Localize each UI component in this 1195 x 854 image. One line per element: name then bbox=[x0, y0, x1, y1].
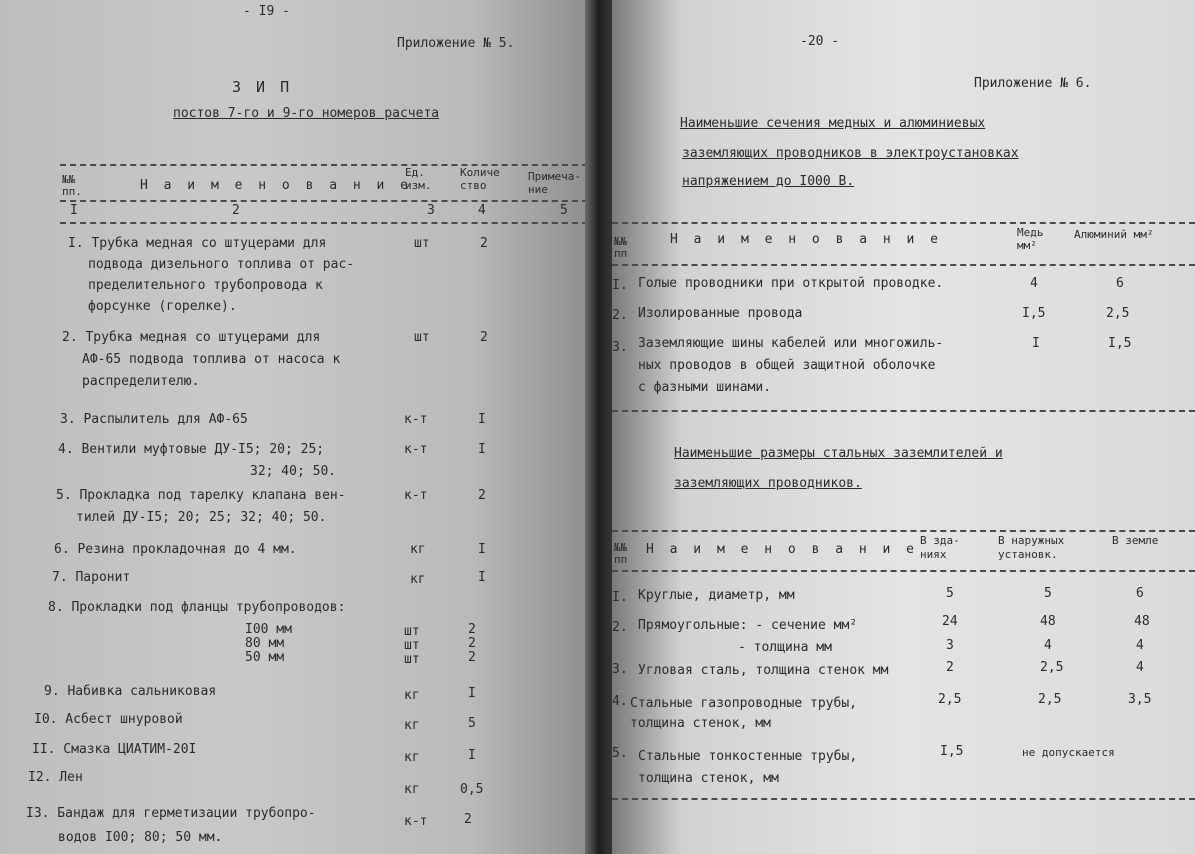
gasket-qty: 2 bbox=[468, 636, 476, 651]
col-number: 4 bbox=[478, 203, 486, 218]
row-unit: кг bbox=[404, 782, 420, 797]
t2-header-name: Н а и м е н о в а н и е bbox=[646, 542, 919, 557]
section-title-line: Наименьшие сечения медных и алюминиевых bbox=[680, 116, 986, 131]
page-number: -20 - bbox=[800, 34, 840, 49]
table1-top-rule bbox=[612, 222, 1195, 224]
t2-row-b: 48 bbox=[1040, 614, 1056, 629]
col-header-unit: Ед. изм. bbox=[405, 166, 432, 192]
row-unit: к-т bbox=[404, 814, 428, 829]
page-title: З И П bbox=[232, 78, 293, 96]
table1-header-rule bbox=[612, 264, 1195, 266]
t2-row-b: 5 bbox=[1044, 586, 1052, 601]
appendix-label: Приложение № 5. bbox=[397, 36, 515, 51]
left-page bbox=[0, 0, 588, 854]
row-unit: кг bbox=[404, 688, 420, 703]
t1-row-num: I. bbox=[612, 278, 628, 293]
book-gutter bbox=[585, 0, 615, 854]
t1-row-num: 3. bbox=[612, 340, 628, 355]
gasket-qty: 2 bbox=[468, 650, 476, 665]
row-qty: 2 bbox=[478, 488, 486, 503]
gasket-unit: шт bbox=[404, 638, 420, 653]
t2-header-outdoor: В наружных установк. bbox=[998, 534, 1065, 561]
row-unit: шт bbox=[414, 236, 430, 251]
t2-row-a: 5 bbox=[946, 586, 954, 601]
section-title-line: заземляющих проводников. bbox=[674, 476, 862, 491]
row-qty: 5 bbox=[468, 716, 476, 731]
col-number: 3 bbox=[427, 203, 435, 218]
t1-row-aluminum: 6 bbox=[1116, 276, 1124, 291]
t2-row-c: 48 bbox=[1134, 614, 1150, 629]
t2-row-name: Угловая сталь, толщина стенок мм bbox=[638, 663, 889, 678]
appendix-label: Приложение № 6. bbox=[974, 76, 1092, 91]
t1-row-text: ных проводов в общей защитной оболочке bbox=[638, 358, 936, 373]
gasket-size: 80 мм bbox=[245, 636, 285, 651]
row-qty: I bbox=[468, 748, 476, 763]
t2-header-num: №№ пп bbox=[614, 541, 628, 566]
t2-header-ground: В земле bbox=[1112, 534, 1159, 547]
t1-row-num: 2. bbox=[612, 308, 628, 323]
row-text: 7. Паронит bbox=[52, 570, 131, 585]
table2-header-rule bbox=[612, 570, 1195, 572]
t2-row-c: 4 bbox=[1136, 638, 1144, 653]
t2-row-b: 2,5 bbox=[1040, 660, 1064, 675]
section-title-line: Наименьшие размеры стальных заземлителей и bbox=[674, 446, 1003, 461]
row-text: АФ-65 подвода топлива от насоса к bbox=[82, 352, 341, 367]
page-subtitle: постов 7-го и 9-го номеров расчета bbox=[173, 106, 440, 121]
col-number: 2 bbox=[232, 203, 240, 218]
row-unit: кг bbox=[404, 750, 420, 765]
t2-row-name: Круглые, диаметр, мм bbox=[638, 588, 795, 603]
t1-row-copper: I bbox=[1032, 336, 1040, 351]
row-text: 8. Прокладки под фланцы трубопроводов: bbox=[48, 600, 346, 615]
col-header-note: Примеча- ние bbox=[528, 170, 581, 196]
row-text: тилей ДУ-I5; 20; 25; 32; 40; 50. bbox=[76, 510, 327, 525]
row-text: 3. Распылитель для АФ-65 bbox=[60, 412, 248, 427]
t2-row-num: 5. bbox=[612, 746, 628, 761]
t2-header-indoor: В зда- ниях bbox=[920, 534, 960, 561]
t1-row-text: с фазными шинами. bbox=[638, 380, 772, 395]
row-qty: I bbox=[468, 686, 476, 701]
row-unit: к-т bbox=[404, 488, 428, 503]
t1-header-name: Н а и м е н о в а н и е bbox=[670, 232, 943, 247]
table1-bottom-rule bbox=[612, 410, 1195, 412]
gasket-unit: шт bbox=[404, 652, 420, 667]
row-qty: 2 bbox=[480, 330, 488, 345]
col-number: 5 bbox=[560, 203, 568, 218]
t2-row-num: 2. bbox=[612, 620, 628, 635]
t2-row-a: I,5 bbox=[940, 744, 964, 759]
row-text: I. Трубка медная со штуцерами для bbox=[68, 236, 327, 251]
row-qty: 2 bbox=[464, 812, 472, 827]
page-number: - I9 - bbox=[243, 4, 290, 19]
t2-row-b: не допускается bbox=[1022, 746, 1115, 759]
row-unit: кг bbox=[410, 572, 426, 587]
row-text: 32; 40; 50. bbox=[250, 464, 337, 479]
t1-header-num: №№ пп bbox=[614, 235, 628, 260]
t1-row-copper: I,5 bbox=[1022, 306, 1046, 321]
t1-header-aluminum: Алюминий мм² bbox=[1074, 228, 1154, 241]
t2-row-num: 4. bbox=[612, 694, 628, 709]
section-title-line: напряжением до I000 В. bbox=[682, 174, 855, 189]
row-text: I3. Бандаж для герметизации трубопро- bbox=[26, 806, 316, 821]
row-text: II. Смазка ЦИАТИМ-20I bbox=[32, 742, 197, 757]
header-mid-rule bbox=[60, 200, 588, 202]
t2-row-c: 6 bbox=[1136, 586, 1144, 601]
table2-top-rule bbox=[612, 530, 1195, 532]
t2-row-num: I. bbox=[612, 590, 628, 605]
t2-row-b: 4 bbox=[1044, 638, 1052, 653]
row-text: 4. Вентили муфтовые ДУ-I5; 20; 25; bbox=[58, 442, 325, 457]
row-unit: к-т bbox=[404, 412, 428, 427]
t2-row-a: 24 bbox=[942, 614, 958, 629]
row-text: подвода дизельного топлива от рас- bbox=[88, 257, 355, 272]
row-text: распределителю. bbox=[82, 374, 200, 389]
t2-row-name: Стальные тонкостенные трубы, толщина стенок, мм bbox=[638, 749, 858, 786]
t2-row-a: 2 bbox=[946, 660, 954, 675]
t2-row-a: 3 bbox=[946, 638, 954, 653]
row-text: I2. Лен bbox=[28, 770, 83, 785]
row-text: 5. Прокладка под тарелку клапана вен- bbox=[56, 488, 346, 503]
t2-row-b: 2,5 bbox=[1038, 692, 1062, 707]
row-unit: шт bbox=[414, 330, 430, 345]
header-bottom-rule bbox=[60, 222, 588, 224]
row-unit: к-т bbox=[404, 442, 428, 457]
col-header-name: Н а и м е н о в а н и е bbox=[140, 178, 413, 193]
t2-row-c: 4 bbox=[1136, 660, 1144, 675]
t2-row-name: Прямоугольные: - сечение мм² bbox=[638, 618, 858, 633]
row-qty: 2 bbox=[480, 236, 488, 251]
t1-header-copper: Медь мм² bbox=[1017, 226, 1044, 252]
t1-row-text: Голые проводники при открытой проводке. bbox=[638, 276, 944, 291]
row-qty: I bbox=[478, 412, 486, 427]
t2-row-a: 2,5 bbox=[938, 692, 962, 707]
t1-row-copper: 4 bbox=[1030, 276, 1038, 291]
row-qty: I bbox=[478, 570, 486, 585]
row-text: форсунке (горелке). bbox=[88, 299, 237, 314]
row-text: 6. Резина прокладочная до 4 мм. bbox=[54, 542, 297, 557]
t2-row-num: 3. bbox=[612, 662, 628, 677]
row-unit: кг bbox=[410, 542, 426, 557]
row-text: водов I00; 80; 50 мм. bbox=[58, 830, 223, 845]
row-text: I0. Асбест шнуровой bbox=[34, 712, 183, 727]
col-header-num: №№ пп. bbox=[62, 173, 82, 198]
row-unit: кг bbox=[404, 718, 420, 733]
row-qty: 0,5 bbox=[460, 782, 484, 797]
t1-row-aluminum: I,5 bbox=[1108, 336, 1132, 351]
col-number: I bbox=[70, 203, 78, 218]
t2-row-name: Стальные газопроводные трубы, толщина стенок, мм bbox=[630, 696, 857, 731]
t2-row-name: - толщина мм bbox=[738, 640, 832, 655]
right-page bbox=[612, 0, 1195, 854]
t1-row-text: Заземляющие шины кабелей или многожиль- bbox=[638, 336, 944, 351]
row-qty: I bbox=[478, 442, 486, 457]
t1-row-text: Изолированные провода bbox=[638, 306, 803, 321]
section-title-line: заземляющих проводников в электроустановках bbox=[682, 146, 1019, 161]
t2-row-c: 3,5 bbox=[1128, 692, 1152, 707]
gasket-size: 50 мм bbox=[245, 650, 285, 665]
table2-bottom-rule bbox=[612, 798, 1195, 800]
t1-row-aluminum: 2,5 bbox=[1106, 306, 1130, 321]
gasket-qty: 2 bbox=[468, 622, 476, 637]
gasket-unit: шт bbox=[404, 624, 420, 639]
row-text: 9. Набивка сальниковая bbox=[44, 684, 217, 699]
col-header-qty: Количе ство bbox=[460, 166, 500, 192]
row-qty: I bbox=[478, 542, 486, 557]
row-text: 2. Трубка медная со штуцерами для bbox=[62, 330, 321, 345]
row-text: пределительного трубопровода к bbox=[88, 278, 323, 293]
gasket-size: I00 мм bbox=[245, 622, 292, 637]
